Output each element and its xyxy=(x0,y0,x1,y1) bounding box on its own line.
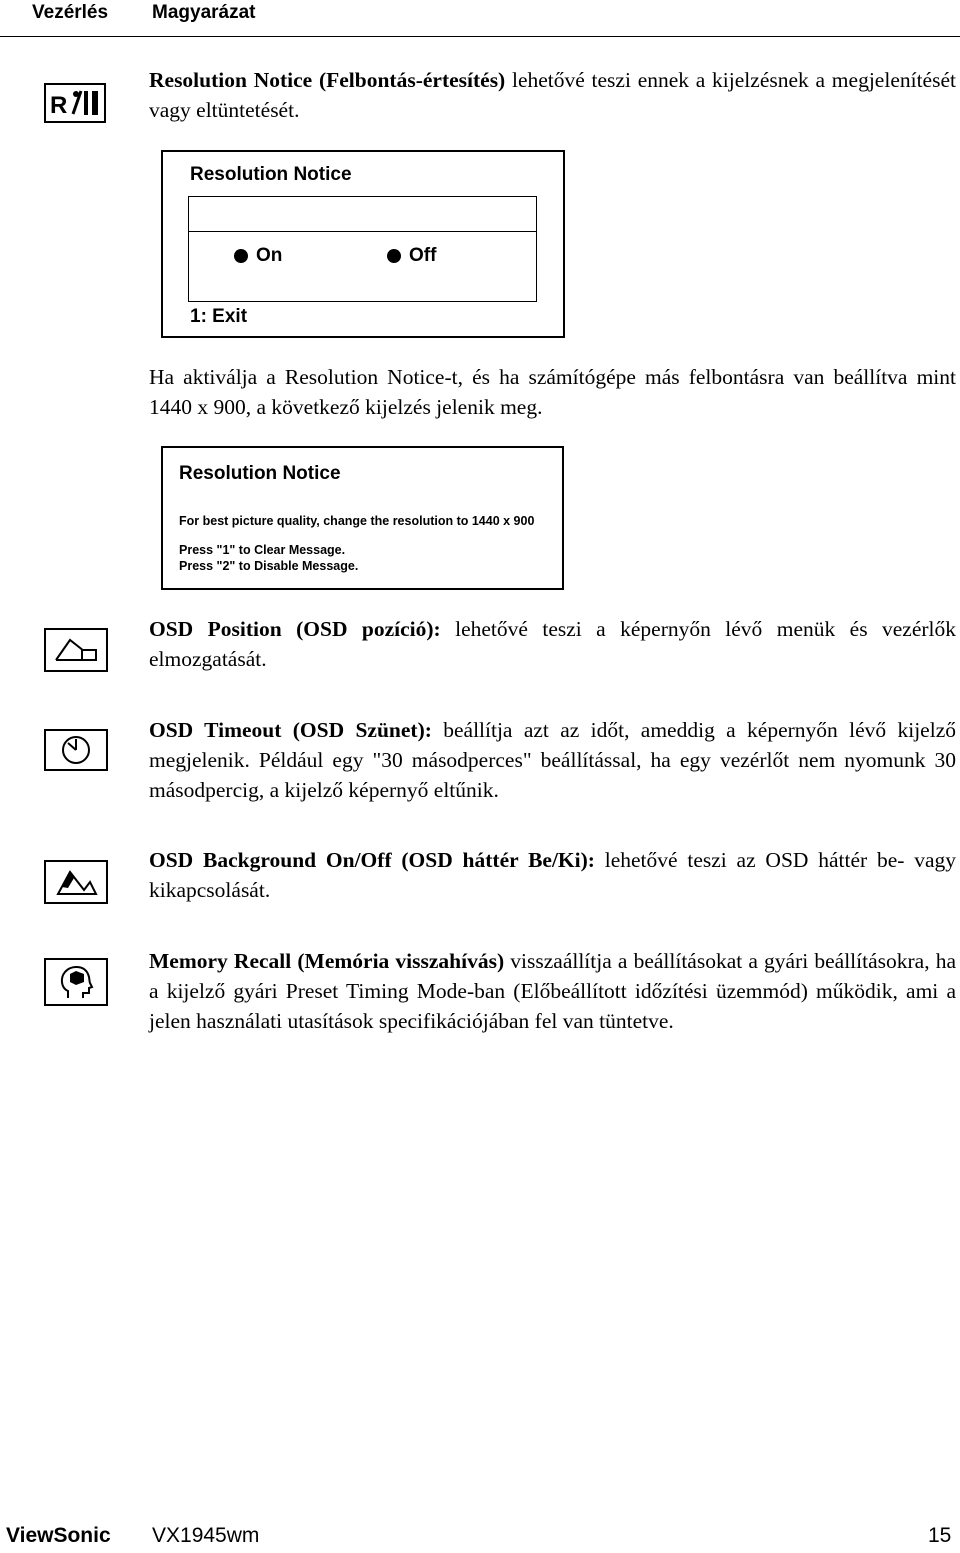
timeout-desc: beállítja azt az időt, ameddig a képernyőn lévő kijelző megjelenik. Például egy "30 másodperces" beállítással, ha egy vezérlőt nem nyomunk 30 másodpercig, a kijelző képernyő eltűnik. xyxy=(149,718,956,802)
menu-title: Resolution Notice xyxy=(190,164,352,185)
message-line-3: Press "2" to Disable Message. xyxy=(179,559,359,573)
osd-background-icon xyxy=(44,860,108,904)
position-title: OSD Position (OSD pozíció): xyxy=(149,617,441,641)
page-number: 15 xyxy=(928,1524,952,1547)
header-explanation: Magyarázat xyxy=(152,2,256,23)
memory-desc: visszaállítja a beállításokat a gyári beállításokra, ha a kijelző gyári Preset Timing Mode-ban (Előbeállított időzítési üzemmód) működik, ami a jelen használati utasítások specifikációjában fel van tüntetve. xyxy=(149,949,957,1033)
resolution-title: Resolution Notice (Felbontás-értesítés) xyxy=(149,68,506,92)
resolution-followup: Ha aktiválja a Resolution Notice-t, és ha számítógépe más felbontásra van beállítva mint 1440 x 900, a következő kijelzés jelenik meg. xyxy=(149,365,956,419)
memory-recall-icon xyxy=(44,958,108,1006)
message-line-1: For best picture quality, change the resolution to 1440 x 900 xyxy=(179,514,535,528)
message-title: Resolution Notice xyxy=(179,463,341,484)
table-header xyxy=(0,0,960,37)
message-line-2: Press "1" to Clear Message. xyxy=(179,543,346,557)
memory-paragraph xyxy=(149,946,956,1036)
position-desc: lehetővé teszi a képernyőn lévő menük és vezérlők elmozgatását. xyxy=(149,617,956,671)
menu-exit: 1: Exit xyxy=(190,306,248,327)
menu-options-box xyxy=(188,196,537,302)
resolution-notice-icon xyxy=(44,83,106,123)
radio-dot-icon xyxy=(234,249,248,263)
option-off: Off xyxy=(387,245,436,267)
background-desc: lehetővé teszi az OSD háttér be- vagy kikapcsolását. xyxy=(149,848,957,902)
svg-text:R: R xyxy=(50,92,68,119)
footer-model: VX1945wm xyxy=(152,1524,260,1547)
resolution-notice-message xyxy=(161,446,564,590)
position-paragraph xyxy=(149,614,956,674)
memory-title: Memory Recall (Memória visszahívás) xyxy=(149,949,505,973)
radio-dot-icon xyxy=(387,249,401,263)
osd-position-icon xyxy=(44,628,108,672)
osd-timeout-icon xyxy=(44,729,108,771)
timeout-title: OSD Timeout (OSD Szünet): xyxy=(149,718,432,742)
timeout-paragraph xyxy=(149,715,956,805)
option-on: On xyxy=(234,245,282,267)
background-title: OSD Background On/Off (OSD háttér Be/Ki): xyxy=(149,848,595,872)
background-paragraph xyxy=(149,845,956,905)
resolution-notice-menu xyxy=(161,150,565,338)
resolution-desc: lehetővé teszi ennek a kijelzésnek a megjelenítését vagy eltüntetését. xyxy=(149,68,956,122)
resolution-paragraph xyxy=(149,65,956,125)
header-controls: Vezérlés xyxy=(32,2,109,23)
footer-brand: ViewSonic xyxy=(6,1524,111,1547)
